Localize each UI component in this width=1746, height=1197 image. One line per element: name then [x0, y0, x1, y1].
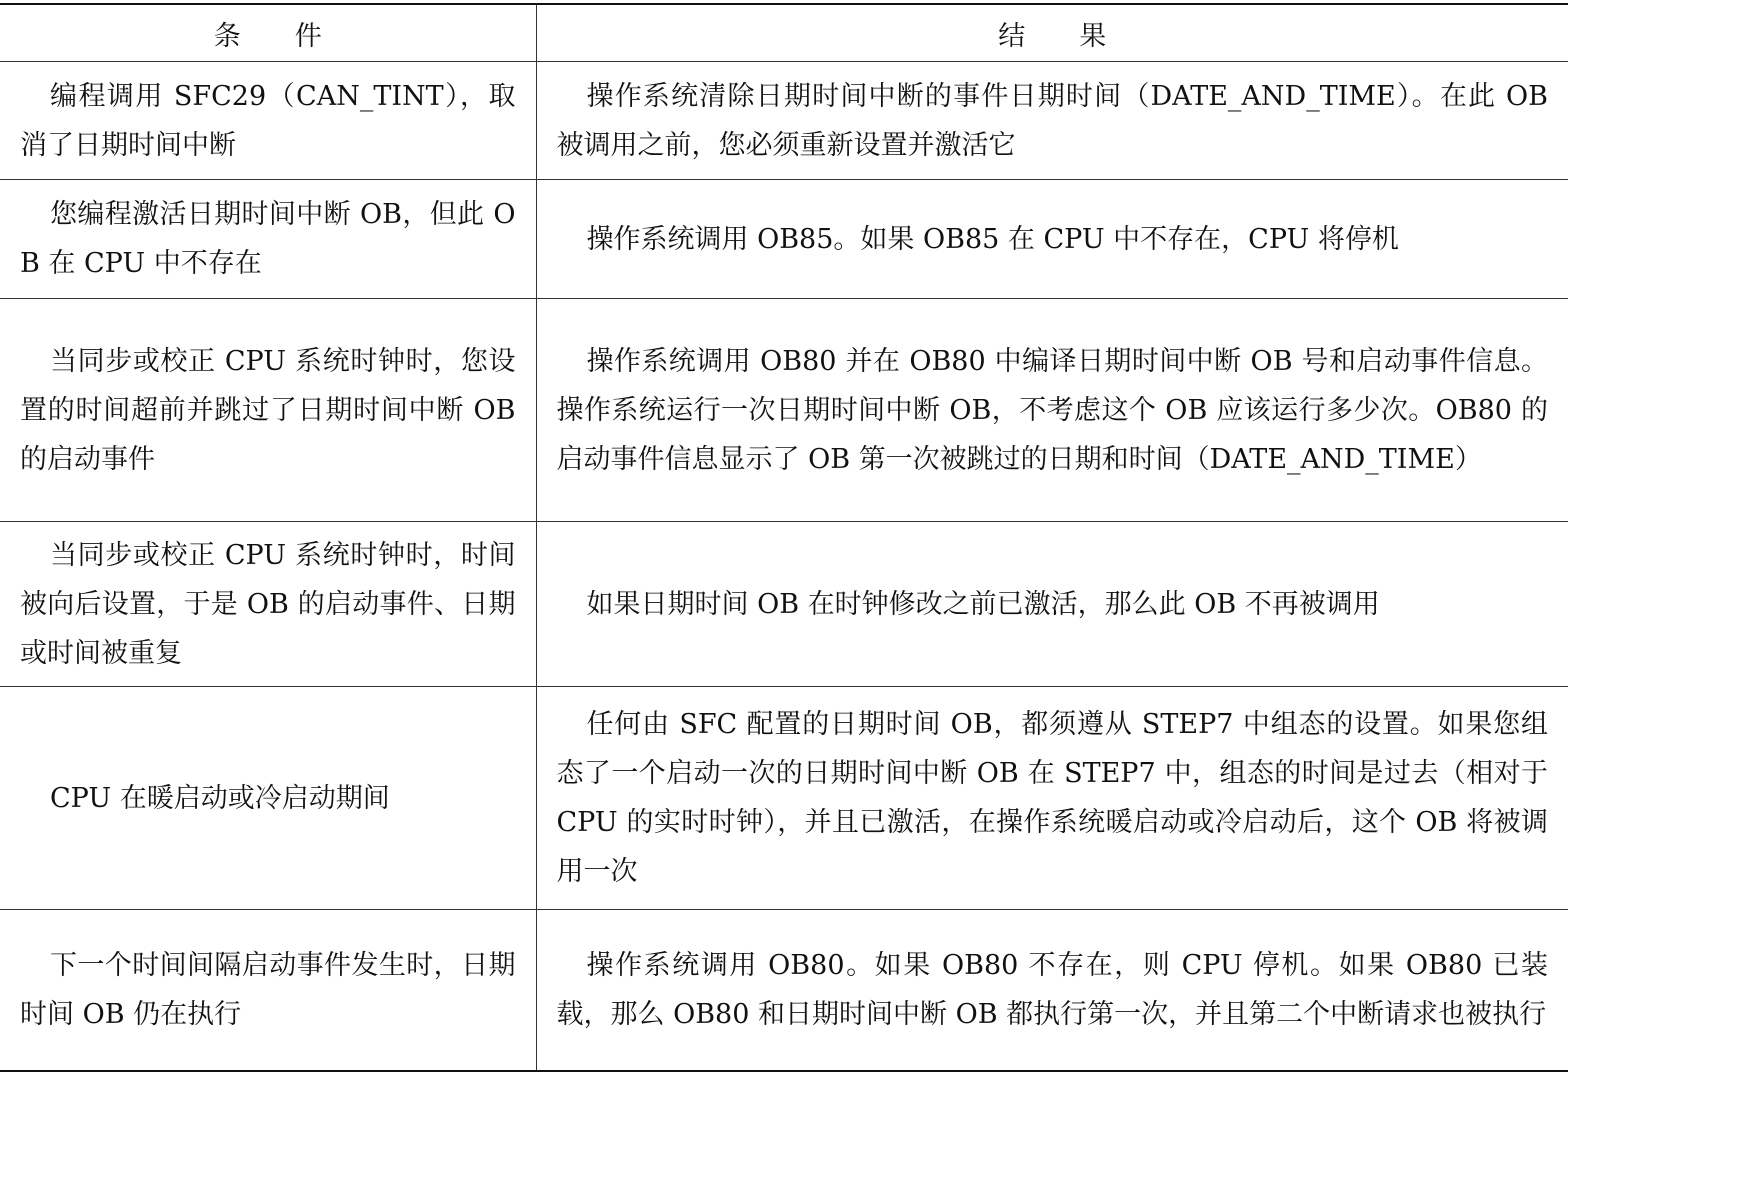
result-text: 操作系统调用 OB80 并在 OB80 中编译日期时间中断 OB 号和启动事件信息。操作系统运行一次日期时间中断 OB，不考虑这个 OB 应该运行多少次。OB80 的启动事件信息显示了 OB 第一次被跳过的日期和时间（DATE_AND_TIME）: [556, 345, 1548, 475]
result-text: 如果日期时间 OB 在时钟修改之前已激活，那么此 OB 不再被调用: [586, 588, 1380, 620]
header-result: 结 果: [536, 4, 1568, 62]
condition-result-table: [0, 3, 1568, 1072]
table-row: [0, 180, 1568, 299]
table-row: [0, 910, 1568, 1072]
condition-cell: [0, 910, 536, 1072]
condition-text: 编程调用 SFC29（CAN_TINT），取消了日期时间中断: [20, 80, 516, 161]
condition-cell: [0, 522, 536, 687]
result-text: 任何由 SFC 配置的日期时间 OB，都须遵从 STEP7 中组态的设置。如果您组态了一个启动一次的日期时间中断 OB 在 STEP7 中，组态的时间是过去（相对于 CPU 的实时时钟），并且已激活，在操作系统暖启动或冷启动后，这个 OB 将被调用一次: [556, 709, 1548, 887]
table-header-row: [0, 4, 1568, 62]
condition-cell: [0, 180, 536, 299]
condition-text: 当同步或校正 CPU 系统时钟时，您设置的时间超前并跳过了日期时间中断 OB 的启动事件: [20, 345, 516, 475]
result-cell: [536, 299, 1568, 522]
result-cell: [536, 522, 1568, 687]
condition-text: 您编程激活日期时间中断 OB，但此 OB 在 CPU 中不存在: [20, 199, 516, 279]
table-row: [0, 522, 1568, 687]
result-text: 操作系统调用 OB80。如果 OB80 不存在，则 CPU 停机。如果 OB80 已装载，那么 OB80 和日期时间中断 OB 都执行第一次，并且第二个中断请求也被执行: [556, 950, 1548, 1030]
table-row: [0, 62, 1568, 180]
condition-cell: [0, 687, 536, 910]
table-row: [0, 299, 1568, 522]
condition-cell: [0, 299, 536, 522]
condition-text: 下一个时间间隔启动事件发生时，日期时间 OB 仍在执行: [20, 950, 516, 1030]
condition-cell: [0, 62, 536, 180]
result-cell: [536, 62, 1568, 180]
result-cell: [536, 180, 1568, 299]
header-condition: 条 件: [0, 4, 536, 62]
table-row: [0, 687, 1568, 910]
result-cell: [536, 910, 1568, 1072]
condition-text: CPU 在暖启动或冷启动期间: [50, 782, 390, 814]
condition-text: 当同步或校正 CPU 系统时钟时，时间被向后设置，于是 OB 的启动事件、日期或时间被重复: [20, 539, 516, 669]
result-cell: [536, 687, 1568, 910]
result-text: 操作系统调用 OB85。如果 OB85 在 CPU 中不存在，CPU 将停机: [586, 223, 1399, 255]
result-text: 操作系统清除日期时间中断的事件日期时间（DATE_AND_TIME）。在此 OB 被调用之前，您必须重新设置并激活它: [556, 80, 1548, 161]
